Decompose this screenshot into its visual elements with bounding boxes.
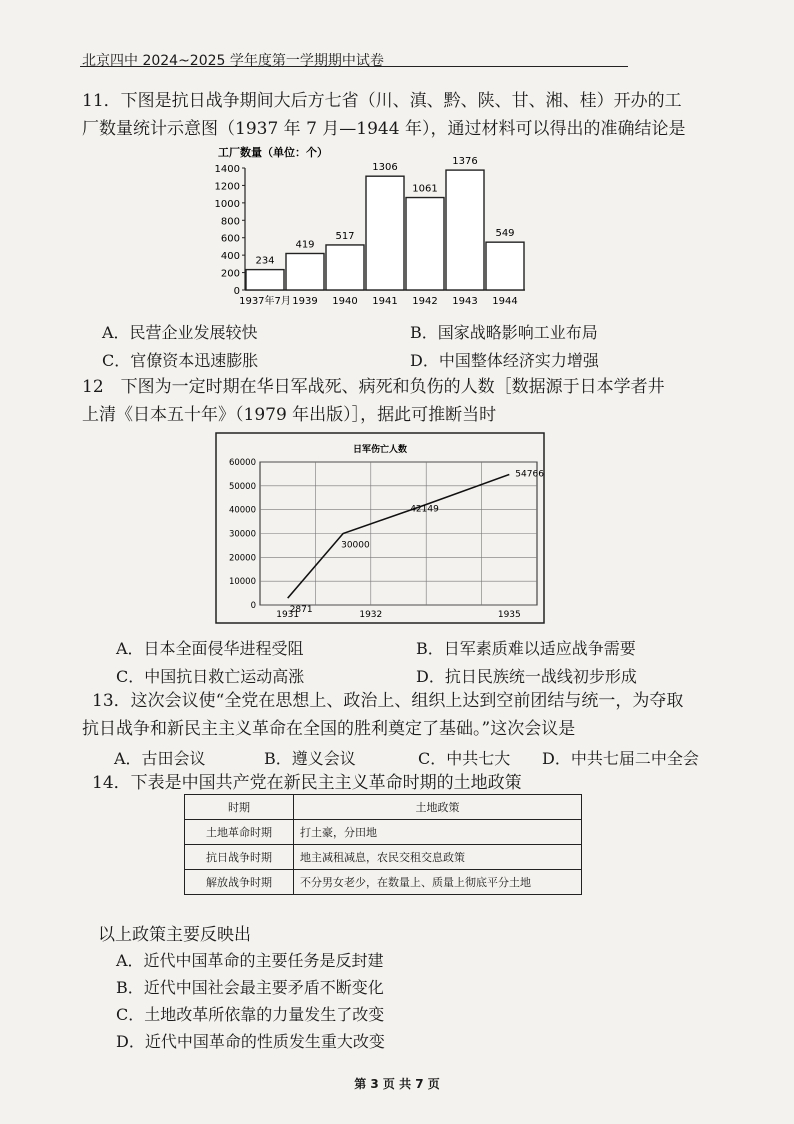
bar-y-tick-label: 400: [220, 251, 240, 263]
factory-count-bar-chart: [200, 140, 560, 315]
line-data-label: 30000: [341, 540, 370, 551]
line-y-tick-label: 30000: [228, 529, 256, 540]
bar-y-tick-label: 200: [220, 268, 240, 280]
q11-option-a[interactable]: A．民营企业发展较快: [102, 323, 258, 342]
bar: [446, 170, 484, 290]
table-header-policy: 土地政策: [294, 795, 582, 820]
bar-y-tick-label: 1400: [214, 164, 240, 175]
line-y-tick-label: 0: [250, 601, 256, 611]
table-cell-policy: 地主减租减息，农民交租交息政策: [294, 845, 582, 870]
bar-value-label: 1306: [372, 162, 398, 174]
q11-stem-line1: 11．下图是抗日战争期间大后方七省（川、滇、黔、陕、甘、湘、桂）开办的工: [82, 91, 682, 111]
line-y-tick-label: 60000: [228, 458, 256, 468]
q13-option-d[interactable]: D．中共七届二中全会: [542, 749, 699, 768]
bar: [286, 253, 324, 290]
casualty-series-line: [288, 474, 510, 598]
line-data-label: 2871: [289, 605, 313, 616]
line-data-label: 54766: [515, 469, 544, 480]
bar-value-label: 549: [495, 228, 515, 240]
q12-option-b[interactable]: B．日军素质难以适应战争需要: [416, 639, 636, 658]
bar: [486, 242, 524, 290]
bar-y-tick-label: 1200: [214, 181, 240, 193]
bar-x-tick-label: 1939: [292, 296, 318, 307]
bar-x-tick-label: 1937年7月: [239, 296, 291, 307]
q12-option-a[interactable]: A．日本全面侵华进程受阻: [116, 639, 304, 658]
line-chart-title: 日军伤亡人数: [352, 445, 408, 455]
bar-x-tick-label: 1942: [412, 296, 438, 307]
q13-option-b[interactable]: B．遵义会议: [264, 749, 356, 768]
bar-y-tick-label: 600: [220, 233, 240, 245]
q14-option-c[interactable]: C．土地改革所依靠的力量发生了改变: [116, 1005, 385, 1024]
header-rule: [80, 66, 628, 67]
q12-stem-line1: 12 下图为一定时期在华日军战死、病死和负伤的人数［数据源于日本学者井: [82, 377, 665, 397]
bar-y-tick-label: 0: [233, 286, 240, 297]
table-header-row: [185, 795, 582, 820]
q14-option-b[interactable]: B．近代中国社会最主要矛盾不断变化: [116, 978, 384, 997]
line-y-tick-label: 50000: [228, 481, 256, 492]
bar-x-tick-label: 1940: [332, 296, 358, 307]
line-y-tick-label: 40000: [228, 505, 256, 516]
q12-option-c[interactable]: C．中国抗日救亡运动高涨: [116, 667, 305, 686]
table-row: [185, 820, 582, 845]
q13-stem-line1: 13．这次会议使“全党在思想上、政治上、组织上达到空前团结与统一，为夺取: [92, 691, 684, 711]
table-row: [185, 870, 582, 895]
land-policy-table: [184, 794, 582, 895]
bar: [326, 245, 364, 290]
q11-option-c[interactable]: C．官僚资本迅速膨胀: [102, 351, 259, 370]
bar: [406, 198, 444, 290]
line-x-tick-label: 1935: [497, 610, 521, 620]
q13-option-a[interactable]: A．古田会议: [114, 749, 206, 768]
q11-stem-line2: 厂数量统计示意图（1937 年 7 月—1944 年），通过材料可以得出的准确结论是: [82, 119, 686, 139]
bar-y-tick-label: 800: [220, 216, 240, 228]
bar-chart-ylabel: 工厂数量（单位：个）: [218, 146, 328, 159]
q12-stem-line2: 上清《日本五十年》（1979 年出版）］，据此可推断当时: [82, 405, 497, 425]
bar: [246, 270, 284, 290]
bar: [366, 176, 404, 290]
q14-stem: 14．下表是中国共产党在新民主主义革命时期的土地政策: [92, 773, 522, 793]
bar-value-label: 1061: [412, 183, 438, 195]
line-y-tick-label: 20000: [228, 553, 256, 564]
table-header-period: 时期: [185, 795, 294, 820]
q13-stem-line2: 抗日战争和新民主主义革命在全国的胜利奠定了基础。”这次会议是: [82, 719, 576, 739]
line-x-tick-label: 1932: [359, 610, 383, 620]
table-cell-policy: 不分男女老少，在数量上、质量上彻底平分土地: [294, 870, 582, 895]
japanese-casualties-line-chart: [215, 432, 545, 624]
line-y-tick-label: 10000: [228, 577, 256, 588]
page-footer: 第 3 页 共 7 页: [354, 1077, 440, 1091]
bar-y-tick-label: 1000: [214, 198, 240, 210]
bar-x-tick-label: 1944: [492, 296, 518, 307]
table-cell-policy: 打土豪，分田地: [294, 820, 582, 845]
q12-option-d[interactable]: D．抗日民族统一战线初步形成: [416, 667, 637, 686]
bar-x-tick-label: 1943: [452, 296, 478, 307]
bar-x-tick-label: 1941: [372, 296, 398, 307]
table-cell-period: 土地革命时期: [185, 820, 294, 845]
q11-option-b[interactable]: B．国家战略影响工业布局: [410, 323, 598, 342]
q14-option-d[interactable]: D．近代中国革命的性质发生重大改变: [116, 1032, 385, 1051]
bar-value-label: 517: [335, 230, 355, 242]
bar-value-label: 1376: [452, 156, 478, 168]
q14-option-a[interactable]: A．近代中国革命的主要任务是反封建: [116, 951, 384, 970]
table-row: [185, 845, 582, 870]
table-cell-period: 解放战争时期: [185, 870, 294, 895]
bar-value-label: 234: [255, 255, 275, 267]
q11-option-d[interactable]: D．中国整体经济实力增强: [410, 351, 599, 370]
line-x-tick-label: 1931: [276, 610, 300, 620]
line-data-label: 42149: [410, 504, 439, 515]
bar-value-label: 419: [295, 239, 315, 251]
table-cell-period: 抗日战争时期: [185, 845, 294, 870]
q13-option-c[interactable]: C．中共七大: [418, 749, 511, 768]
exam-header: 北京四中 2024~2025 学年度第一学期期中试卷: [82, 53, 384, 69]
q14-lead: 以上政策主要反映出: [98, 925, 251, 945]
